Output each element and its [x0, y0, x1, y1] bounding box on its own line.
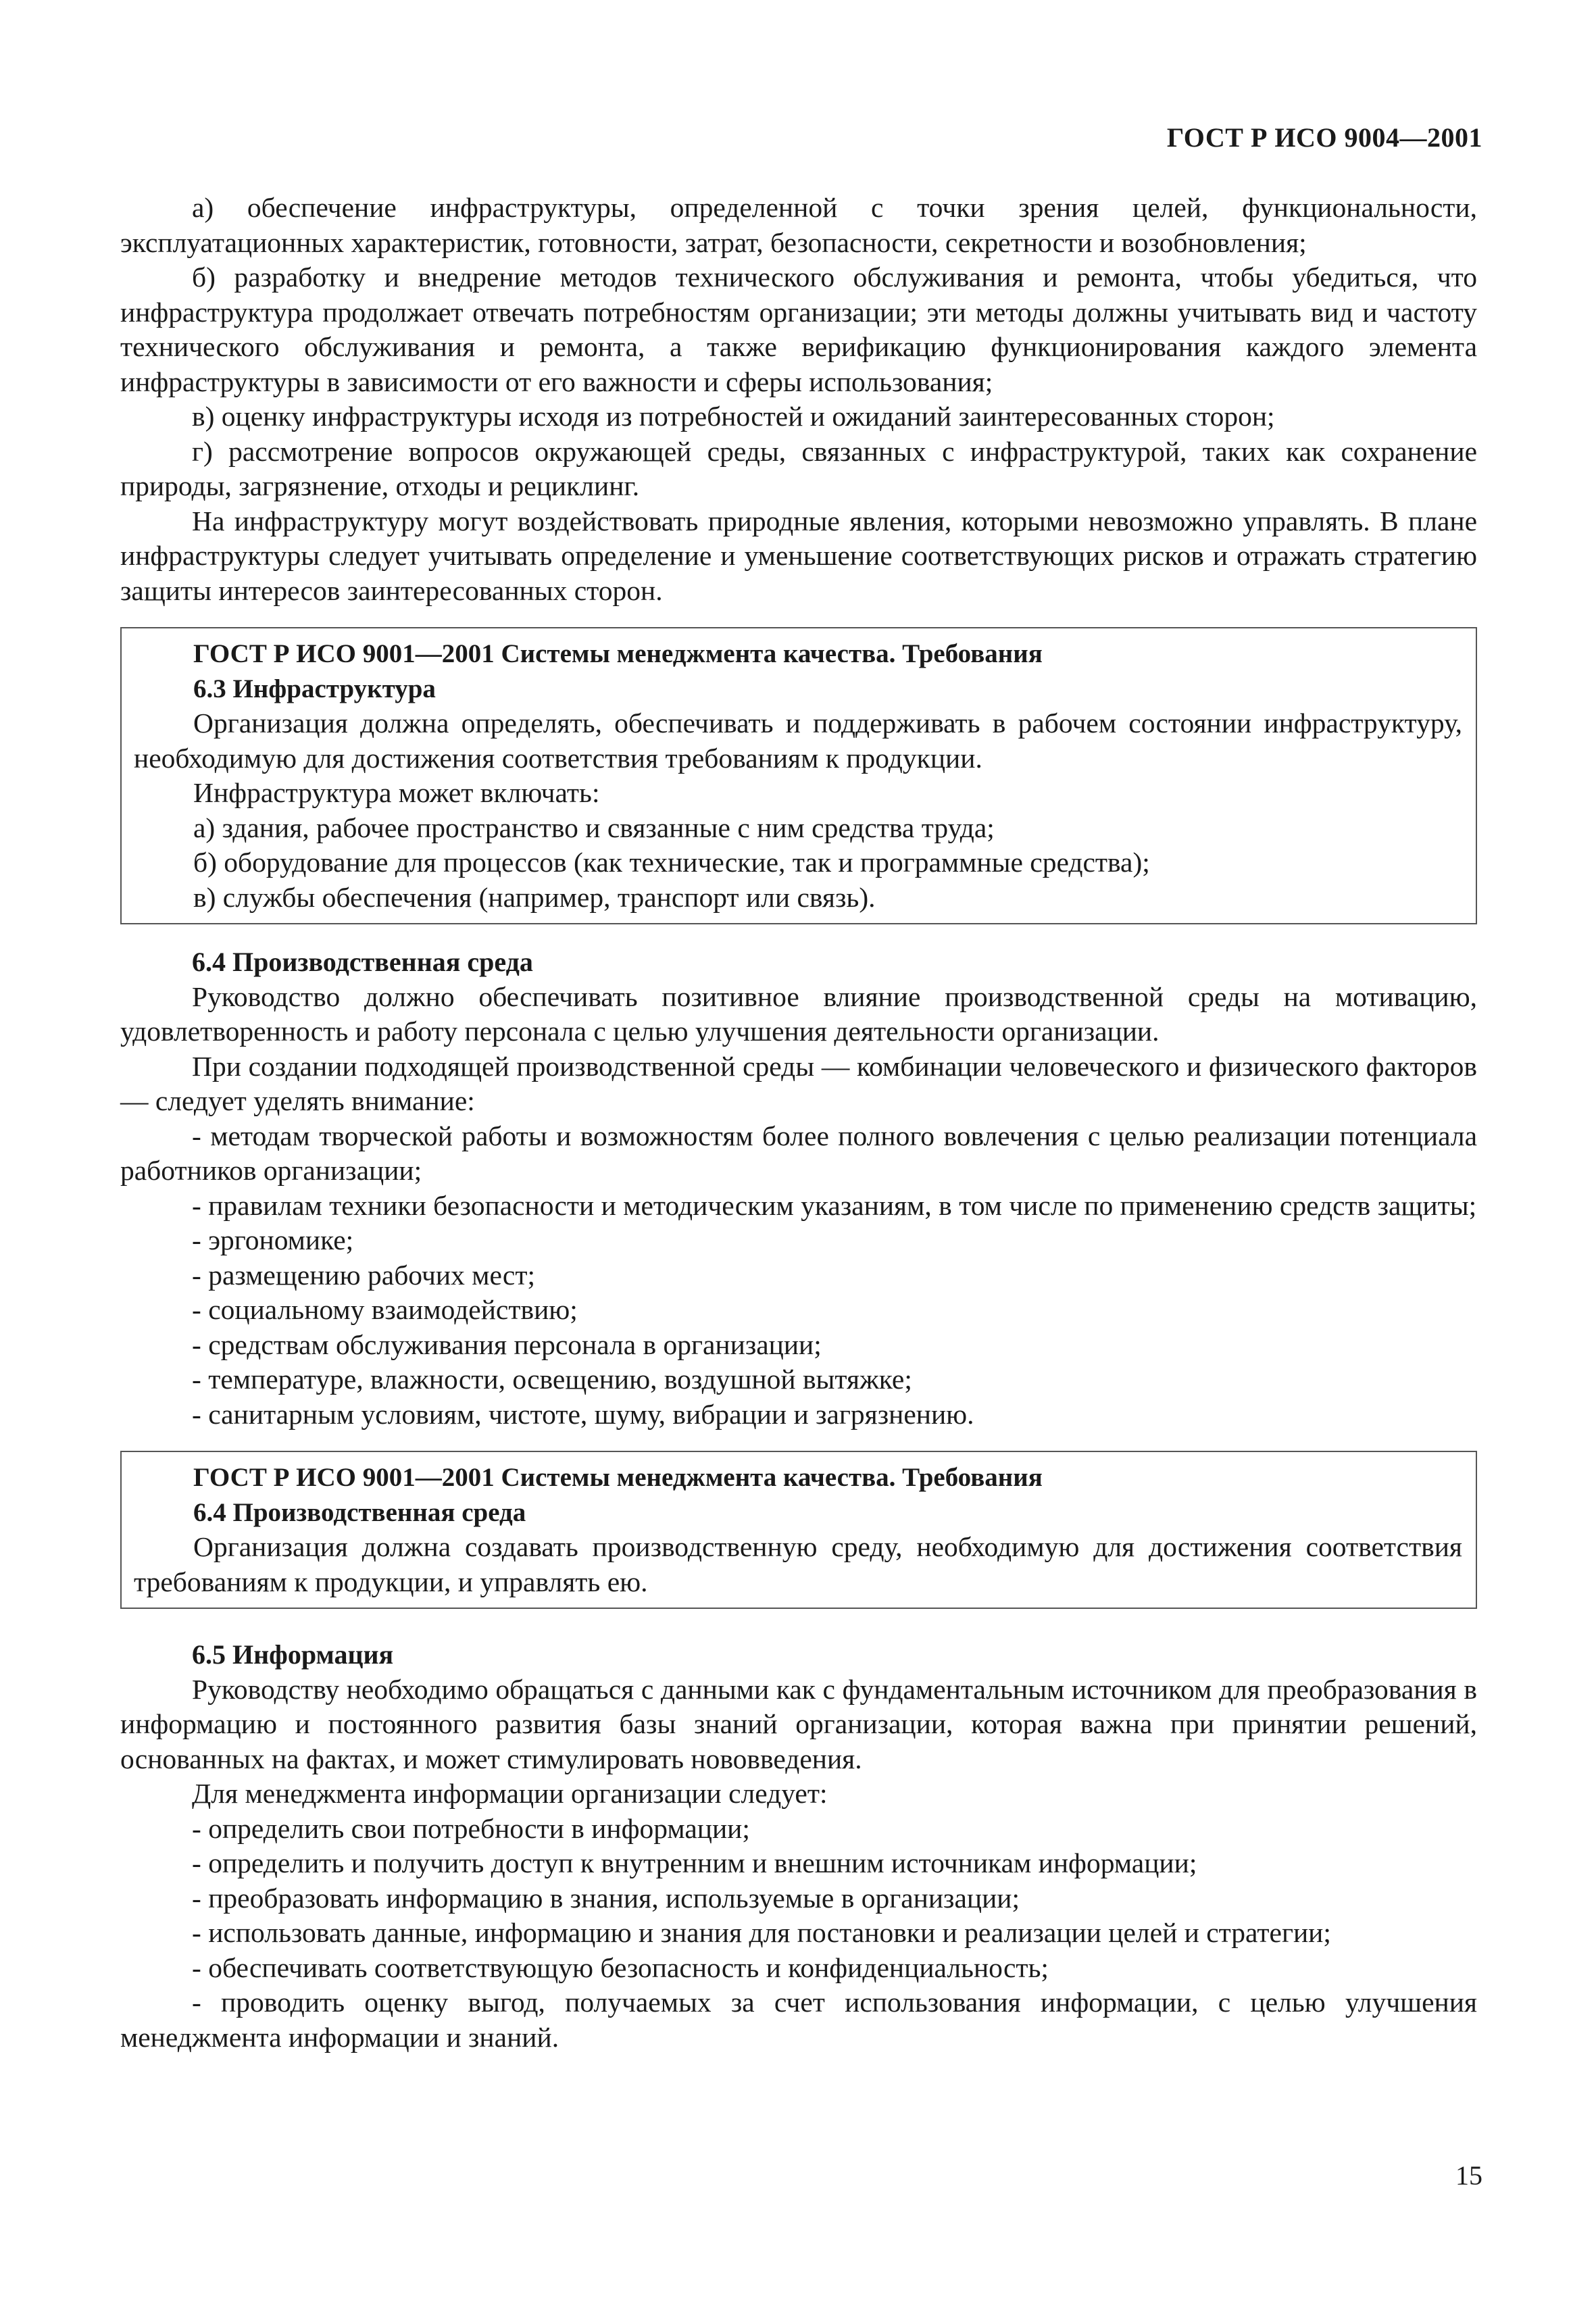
dash-list-item: - социальному взаимодействию;	[192, 1294, 578, 1325]
section-paragraph: Руководство должно обеспечивать позитивное влияние производственной среды на мотивацию, удовлетворенность и работу персонала с целью улучшения деятельности организации.	[120, 980, 1477, 1047]
dash-list-item: - методам творческой работы и возможностям более полного вовлечения с целью реализации потенциала работников организации;	[120, 1120, 1477, 1186]
quote-box-paragraph: Организация должна определять, обеспечивать и поддерживать в рабочем состоянии инфраструктуру, необходимую для достижения соответствия требованиям к продукции.	[134, 707, 1462, 774]
dash-list-item: - размещению рабочих мест;	[192, 1259, 535, 1291]
dash-list-item: - обеспечивать соответствующую безопасность и конфиденциальность;	[192, 1951, 1049, 1983]
page-content	[120, 191, 1477, 2055]
iso9001-quote-box-infrastructure	[120, 627, 1477, 924]
dash-list-item: - температуре, влажности, освещению, воздушной вытяжке;	[192, 1364, 912, 1395]
dash-list-item: - эргономике;	[192, 1224, 354, 1255]
intro-paragraph: На инфраструктуру могут воздействовать природные явления, которыми невозможно управлять. В плане инфраструктуры следует учитывать определение и уменьшение соответствующих рисков и отражать стратегию защиты интересов заинтересованных сторон.	[120, 505, 1477, 606]
quote-box-title: ГОСТ Р ИСО 9001—2001 Системы менеджмента качества. Требования	[193, 639, 1043, 668]
dash-list-item: - правилам техники безопасности и методическим указаниям, в том числе по применению средств защиты;	[192, 1189, 1477, 1221]
dash-list-item: - проводить оценку выгод, получаемых за счет использования информации, с целью улучшения менеджмента информации и знаний.	[120, 1987, 1477, 2053]
dash-list-item: - преобразовать информацию в знания, используемые в организации;	[192, 1882, 1020, 1914]
dash-list-item: - определить свои потребности в информации;	[192, 1812, 750, 1844]
quote-box-list-item: б) оборудование для процессов (как технические, так и программные средства);	[193, 847, 1150, 878]
section-paragraph: При создании подходящей производственной среды — комбинации человеческого и физического факторов — следует уделять внимание:	[120, 1050, 1477, 1116]
quote-box-subtitle: 6.4 Производственная среда	[193, 1497, 526, 1527]
intro-list-item: б) разработку и внедрение методов технического обслуживания и ремонта, чтобы убедиться, что инфраструктура продолжает отвечать потребностям организации; эти методы должны учитывать вид и частоту технического обслуживания и ремонта, а также верификацию функционирования каждого элемента инфраструктуры в зависимости от его важности и сферы использования;	[120, 262, 1477, 397]
iso9001-quote-box-work-environment	[120, 1451, 1477, 1609]
quote-box-list-item: а) здания, рабочее пространство и связанные с ним средства труда;	[193, 812, 995, 843]
intro-list-item: в) оценку инфраструктуры исходя из потребностей и ожиданий заинтересованных сторон;	[192, 401, 1275, 432]
section-heading-6-4: 6.4 Производственная среда	[192, 947, 533, 977]
dash-list-item: - средствам обслуживания персонала в организации;	[192, 1328, 822, 1360]
dash-list-item: - использовать данные, информацию и знания для постановки и реализации целей и стратегии;	[192, 1917, 1331, 1948]
quote-box-list-item: в) службы обеспечения (например, транспорт или связь).	[193, 881, 876, 913]
quote-box-lead: Инфраструктура может включать:	[193, 777, 600, 808]
quote-box-title: ГОСТ Р ИСО 9001—2001 Системы менеджмента качества. Требования	[193, 1463, 1043, 1492]
document-code-header: ГОСТ Р ИСО 9004—2001	[1166, 122, 1482, 153]
section-paragraph: Руководству необходимо обращаться с данными как с фундаментальным источником для преобразования в информацию и постоянного развития базы знаний организации, которая важна при принятии решений, основанных на фактах, и может стимулировать нововведения.	[120, 1673, 1477, 1774]
quote-box-subtitle: 6.3 Инфраструктура	[193, 674, 436, 703]
dash-list-item: - санитарным условиям, чистоте, шуму, вибрации и загрязнению.	[192, 1398, 974, 1430]
intro-list-item: а) обеспечение инфраструктуры, определенной с точки зрения целей, функциональности, эксплуатационных характеристик, готовности, затрат, безопасности, секретности и возобновления;	[120, 192, 1477, 258]
quote-box-paragraph: Организация должна создавать производственную среду, необходимую для достижения соответствия требованиям к продукции, и управлять ею.	[134, 1531, 1462, 1597]
section-heading-6-5: 6.5 Информация	[192, 1639, 394, 1670]
section-paragraph: Для менеджмента информации организации следует:	[192, 1778, 828, 1809]
page-number: 15	[1455, 2160, 1482, 2191]
dash-list-item: - определить и получить доступ к внутренним и внешним источникам информации;	[192, 1847, 1197, 1878]
intro-list-item: г) рассмотрение вопросов окружающей среды, связанных с инфраструктурой, таких как сохранение природы, загрязнение, отходы и рециклинг.	[120, 435, 1477, 501]
